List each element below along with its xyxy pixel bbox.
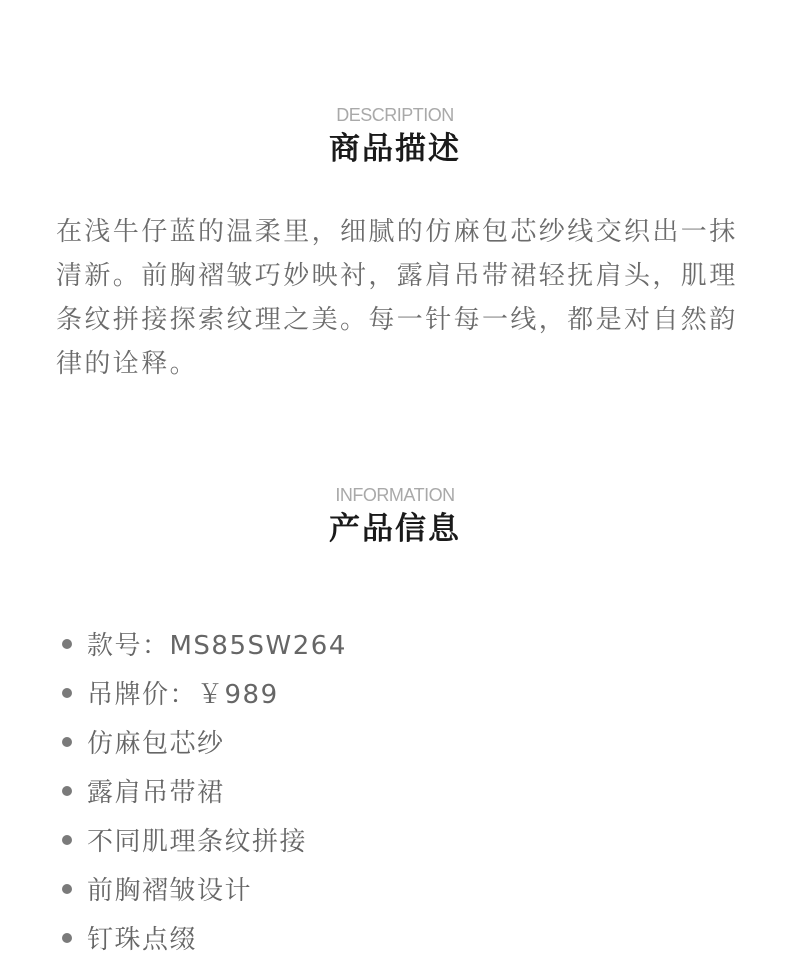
- info-item-material: [56, 717, 746, 766]
- description-eyebrow: DESCRIPTION: [336, 105, 454, 125]
- info-item-text: 吊牌价：￥989: [87, 680, 279, 710]
- info-item-style-number: [56, 619, 746, 668]
- description-title: 商品描述: [329, 131, 461, 167]
- bullet-dot-icon: [62, 639, 72, 649]
- info-item-text: 前胸褶皱设计: [87, 876, 253, 906]
- info-item-pleats: [56, 864, 746, 913]
- description-body: 在浅牛仔蓝的温柔里，细腻的仿麻包芯纱线交织出一抹清新。前胸褶皱巧妙映衬，露肩吊带裙轻抚肩头，肌理条纹拼接探索纹理之美。每一针每一线，都是对自然韵律的诠释。: [56, 217, 738, 379]
- bullet-dot-icon: [62, 737, 72, 747]
- information-eyebrow: INFORMATION: [335, 485, 455, 505]
- bullet-dot-icon: [62, 835, 72, 845]
- info-item-text: 款号：MS85SW264: [87, 631, 347, 661]
- info-item-text: 露肩吊带裙: [87, 778, 225, 808]
- information-title: 产品信息: [329, 511, 461, 547]
- bullet-dot-icon: [62, 688, 72, 698]
- info-item-text: 钉珠点缀: [87, 925, 198, 955]
- bullet-dot-icon: [62, 884, 72, 894]
- bullet-dot-icon: [62, 933, 72, 943]
- info-item-tag-price: [56, 668, 746, 717]
- info-item-text: 不同肌理条纹拼接: [87, 827, 308, 857]
- info-item-style: [56, 766, 746, 815]
- info-item-text: 仿麻包芯纱: [87, 729, 225, 759]
- info-item-texture: [56, 815, 746, 864]
- info-item-beading: [56, 913, 746, 962]
- bullet-dot-icon: [62, 786, 72, 796]
- information-list: [56, 619, 746, 962]
